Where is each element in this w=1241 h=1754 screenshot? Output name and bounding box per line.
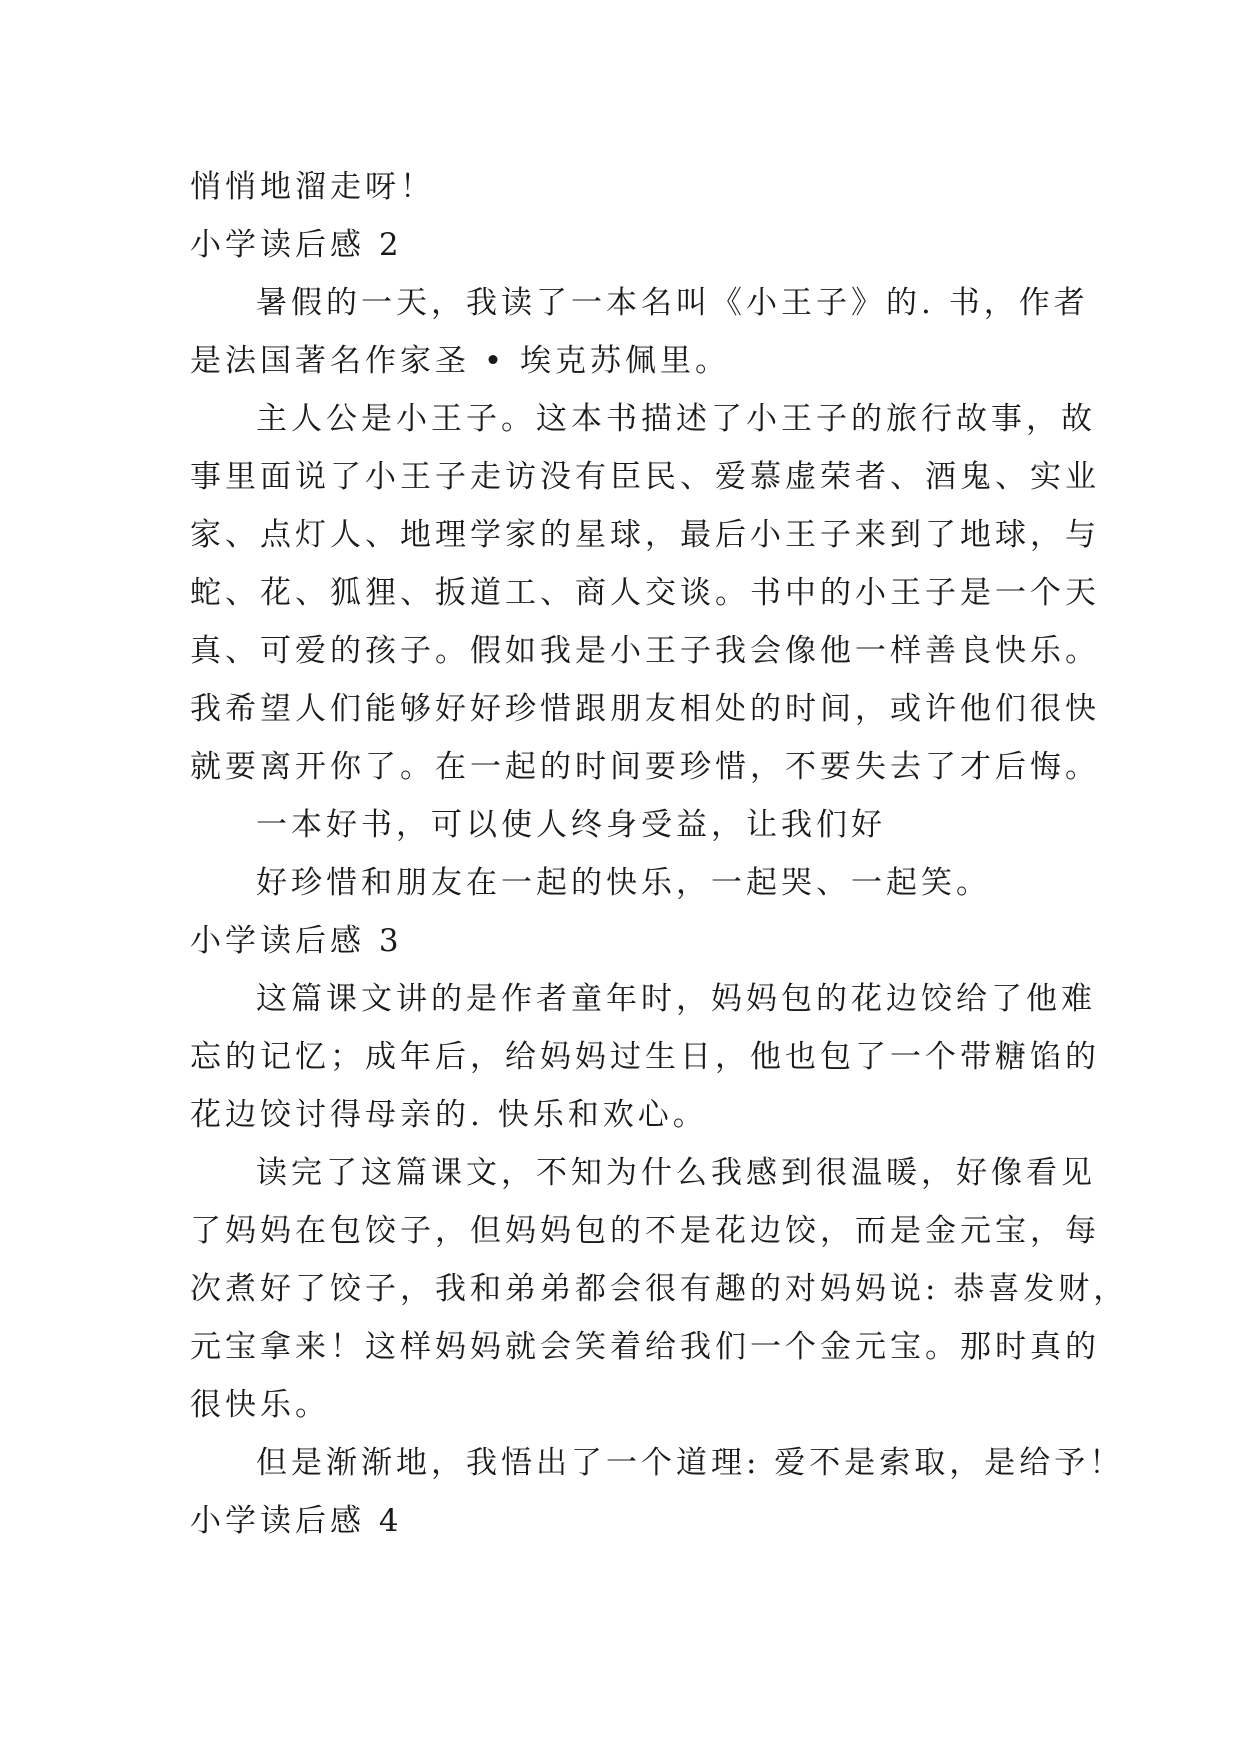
text-line: 事里面说了小王子走访没有臣民、爱慕虚荣者、酒鬼、实业 bbox=[190, 459, 1100, 495]
text-line: 花边饺讨得母亲的. 快乐和欢心。 bbox=[190, 1097, 708, 1133]
text-line: 我希望人们能够好好珍惜跟朋友相处的时间，或许他们很快 bbox=[190, 691, 1100, 727]
text-line: 但是渐渐地，我悟出了一个道理: 爱不是索取，是给予！ bbox=[256, 1445, 1125, 1481]
text-line: 元宝拿来！这样妈妈就会笑着给我们一个金元宝。那时真的 bbox=[190, 1329, 1100, 1365]
section-heading-3: 小学读后感 3 bbox=[190, 923, 403, 959]
text-line: 这篇课文讲的是作者童年时，妈妈包的花边饺给了他难 bbox=[256, 981, 1096, 1017]
text-line: 就要离开你了。在一起的时间要珍惜，不要失去了才后悔。 bbox=[190, 749, 1100, 785]
text-line: 好珍惜和朋友在一起的快乐，一起哭、一起笑。 bbox=[256, 865, 991, 901]
document-body bbox=[190, 158, 1129, 1550]
text-line: 一本好书，可以使人终身受益，让我们好 bbox=[256, 807, 886, 843]
section-heading-2: 小学读后感 2 bbox=[190, 227, 403, 263]
text-line: 悄悄地溜走呀！ bbox=[190, 169, 435, 205]
text-line: 是法国著名作家圣 • 埃克苏佩里。 bbox=[190, 343, 730, 379]
text-line: 了妈妈在包饺子，但妈妈包的不是花边饺，而是金元宝，每 bbox=[190, 1213, 1100, 1249]
section-heading-4: 小学读后感 4 bbox=[190, 1503, 403, 1539]
text-line: 蛇、花、狐狸、扳道工、商人交谈。书中的小王子是一个天 bbox=[190, 575, 1100, 611]
text-line: 暑假的一天，我读了一本名叫《小王子》的. 书，作者 bbox=[256, 285, 1089, 321]
text-line: 次煮好了饺子，我和弟弟都会很有趣的对妈妈说: 恭喜发财， bbox=[190, 1271, 1129, 1307]
text-line: 很快乐。 bbox=[190, 1387, 330, 1423]
text-line: 主人公是小王子。这本书描述了小王子的旅行故事，故 bbox=[256, 401, 1096, 437]
text-line: 忘的记忆；成年后，给妈妈过生日，他也包了一个带糖馅的 bbox=[190, 1039, 1100, 1075]
text-line: 读完了这篇课文，不知为什么我感到很温暖，好像看见 bbox=[256, 1155, 1096, 1191]
text-line: 家、点灯人、地理学家的星球，最后小王子来到了地球，与 bbox=[190, 517, 1100, 553]
text-line: 真、可爱的孩子。假如我是小王子我会像他一样善良快乐。 bbox=[190, 633, 1100, 669]
